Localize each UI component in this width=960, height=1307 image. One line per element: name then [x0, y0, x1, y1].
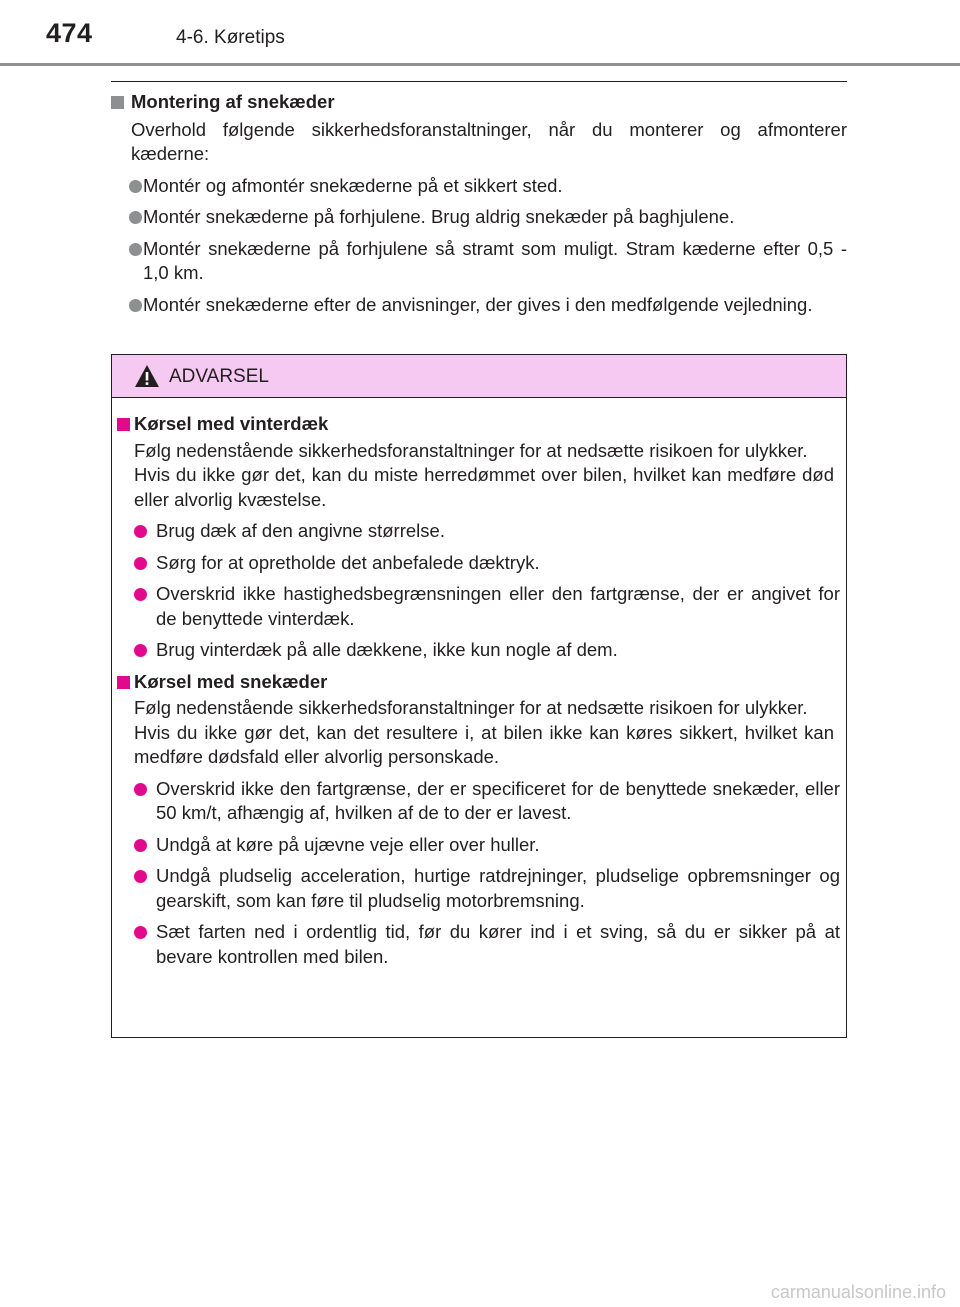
- list-item: [112, 777, 848, 826]
- warning-box: [111, 354, 847, 1038]
- list-item-text: Sæt farten ned i ordentlig tid, før du kører ind i et sving, så du er sikker på at bevare kontrollen med bilen.: [156, 921, 840, 967]
- list-item-text: Montér snekæderne på forhjulene så stramt som muligt. Stram kæderne efter 0,5 - 1,0 km.: [143, 237, 847, 283]
- warning-header: [112, 355, 846, 398]
- section-title: 4-6. Køretips: [176, 27, 285, 48]
- list-item-text: Montér snekæderne efter de anvisninger, der gives i den medfølgende vejledning.: [143, 293, 813, 315]
- list-item-text: Montér snekæderne på forhjulene. Brug aldrig snekæder på baghjulene.: [143, 206, 735, 227]
- circle-bullet-icon: [129, 180, 142, 193]
- watermark: carmanualsonline.info: [770, 1282, 946, 1302]
- circle-bullet-icon: [134, 926, 147, 939]
- warning-paragraph: Følg nedenstående sikkerhedsforanstaltninger for at nedsætte risikoen for ulykker. Hvis du ikke gør det, kan du miste herredømmet over bilen, hvilket kan medføre død eller alvorlig kvæstelse.: [134, 439, 834, 510]
- list-item-text: Undgå pludselig acceleration, hurtige ratdrejninger, pludselige opbremsninger og gearskift, som kan føre til pludselig motorbremsning.: [156, 865, 840, 911]
- list-item-text: Sørg for at opretholde det anbefalede dæktryk.: [156, 551, 540, 573]
- list-item: [111, 174, 847, 199]
- square-bullet-icon: [111, 96, 124, 109]
- intro-paragraph: Overhold følgende sikkerhedsforanstaltninger, når du monterer og afmonterer kæderne:: [131, 118, 847, 164]
- page-header: [0, 0, 960, 66]
- list-item: [112, 551, 848, 576]
- square-bullet-icon: [117, 418, 130, 431]
- circle-bullet-icon: [134, 783, 147, 796]
- warning-subheading: [112, 670, 848, 695]
- list-item-text: Brug vinterdæk på alle dækkene, ikke kun nogle af dem.: [156, 639, 618, 660]
- list-item: [111, 237, 847, 286]
- list-item: [112, 920, 848, 969]
- warning-label: ADVARSEL: [169, 366, 269, 387]
- header-divider: [0, 63, 960, 66]
- list-item: [111, 293, 847, 318]
- list-item: [112, 864, 848, 913]
- circle-bullet-icon: [129, 299, 142, 312]
- heading-text: Kørsel med vinterdæk: [134, 413, 329, 434]
- content-divider: [111, 81, 847, 82]
- list-item: [112, 519, 848, 544]
- list-item: [111, 205, 847, 230]
- circle-bullet-icon: [134, 557, 147, 570]
- warning-subheading: [112, 412, 848, 437]
- list-item-text: Brug dæk af den angivne størrelse.: [156, 520, 445, 541]
- circle-bullet-icon: [134, 839, 147, 852]
- circle-bullet-icon: [134, 644, 147, 657]
- heading-text: Montering af snekæder: [131, 91, 335, 112]
- warning-triangle-icon: [134, 364, 160, 388]
- square-bullet-icon: [117, 676, 130, 689]
- list-item-text: Undgå at køre på ujævne veje eller over huller.: [156, 833, 540, 855]
- circle-bullet-icon: [129, 211, 142, 224]
- circle-bullet-icon: [134, 588, 147, 601]
- warning-paragraph: Følg nedenstående sikkerhedsforanstaltninger for at nedsætte risikoen for ulykker. Hvis du ikke gør det, kan det resultere i, at bilen ikke kan køres sikkert, hvilket kan medføre dødsfald eller alvorlig personskade.: [134, 697, 834, 767]
- intro-section: [111, 90, 847, 324]
- circle-bullet-icon: [134, 525, 147, 538]
- circle-bullet-icon: [129, 243, 142, 256]
- list-item: [112, 833, 848, 858]
- page-number: 474: [46, 18, 93, 48]
- warning-body: [112, 412, 848, 976]
- list-item: [112, 582, 848, 631]
- list-item: [112, 638, 848, 663]
- list-item-text: Overskrid ikke den fartgrænse, der er specificeret for de benyttede snekæder, eller 50 km/t, afhængig af, hvilken af de to der er lavest.: [156, 777, 840, 823]
- list-item-text: Overskrid ikke hastighedsbegrænsningen eller den fartgrænse, der er angivet for de benyttede vinterdæk.: [156, 583, 840, 629]
- heading-text: Kørsel med snekæder: [134, 670, 328, 692]
- circle-bullet-icon: [134, 870, 147, 883]
- section-heading: [111, 90, 847, 115]
- list-item-text: Montér og afmontér snekæderne på et sikkert sted.: [143, 174, 563, 196]
